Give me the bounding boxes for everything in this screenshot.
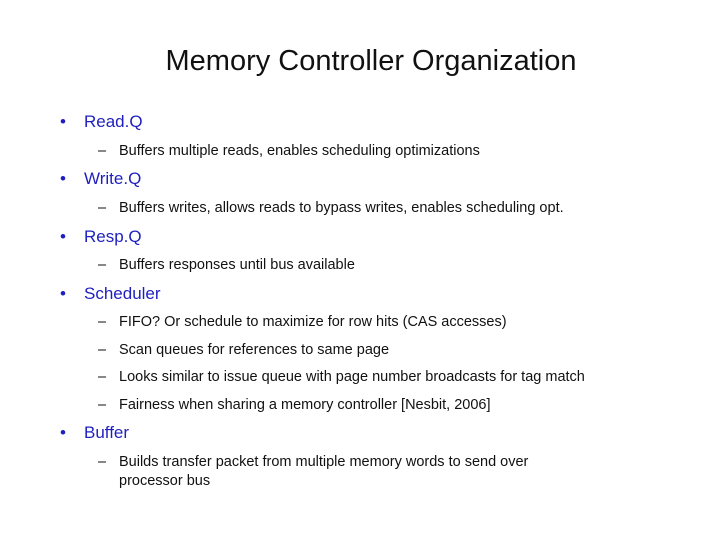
bullet-marker: • [60, 112, 66, 131]
subitem-text: Buffers responses until bus available [119, 257, 355, 273]
subitem-respq-1 [98, 256, 355, 275]
subitem-scheduler-4 [98, 396, 491, 415]
bullet-label: Read.Q [84, 112, 143, 131]
dash-marker: – [98, 257, 107, 273]
subitem-scheduler-3 [98, 368, 585, 387]
subitem-text: Scan queues for references to same page [119, 342, 390, 358]
subitem-text: Buffers writes, allows reads to bypass writes, enables scheduling opt. [119, 200, 564, 216]
bullet-marker: • [60, 227, 66, 246]
subitem-readq-1 [98, 142, 480, 161]
bullet-marker: • [60, 169, 66, 188]
dash-marker: – [98, 397, 107, 413]
dash-marker: – [98, 369, 107, 385]
subitem-scheduler-1 [98, 313, 507, 332]
bullet-buffer [60, 422, 129, 444]
subitem-text: Builds transfer packet from multiple memory words to send over [119, 454, 529, 470]
bullet-readq [60, 111, 143, 133]
subitem-text: FIFO? Or schedule to maximize for row hits (CAS accesses) [119, 314, 507, 330]
subitem-text: Buffers multiple reads, enables scheduling optimizations [119, 143, 480, 159]
bullet-label: Scheduler [84, 284, 161, 303]
subitem-text: Fairness when sharing a memory controller [Nesbit, 2006] [119, 397, 491, 413]
bullet-marker: • [60, 423, 66, 442]
subitem-writeq-1 [98, 199, 564, 218]
bullet-label: Buffer [84, 423, 130, 442]
bullet-marker: • [60, 284, 66, 303]
bullet-scheduler [60, 283, 161, 305]
dash-marker: – [98, 314, 107, 330]
bullet-writeq [60, 168, 141, 190]
subitem-buffer-1 [98, 453, 528, 491]
subitem-scheduler-2 [98, 341, 389, 360]
slide-title: Memory Controller Organization [165, 45, 577, 77]
dash-marker: – [98, 342, 107, 358]
dash-marker: – [98, 454, 107, 470]
subitem-continuation: processor bus [119, 473, 211, 489]
subitem-text: Looks similar to issue queue with page number broadcasts for tag match [119, 369, 585, 385]
bullet-label: Resp.Q [84, 227, 142, 246]
dash-marker: – [98, 200, 107, 216]
dash-marker: – [98, 143, 107, 159]
bullet-respq [60, 226, 142, 248]
bullet-label: Write.Q [84, 169, 142, 188]
